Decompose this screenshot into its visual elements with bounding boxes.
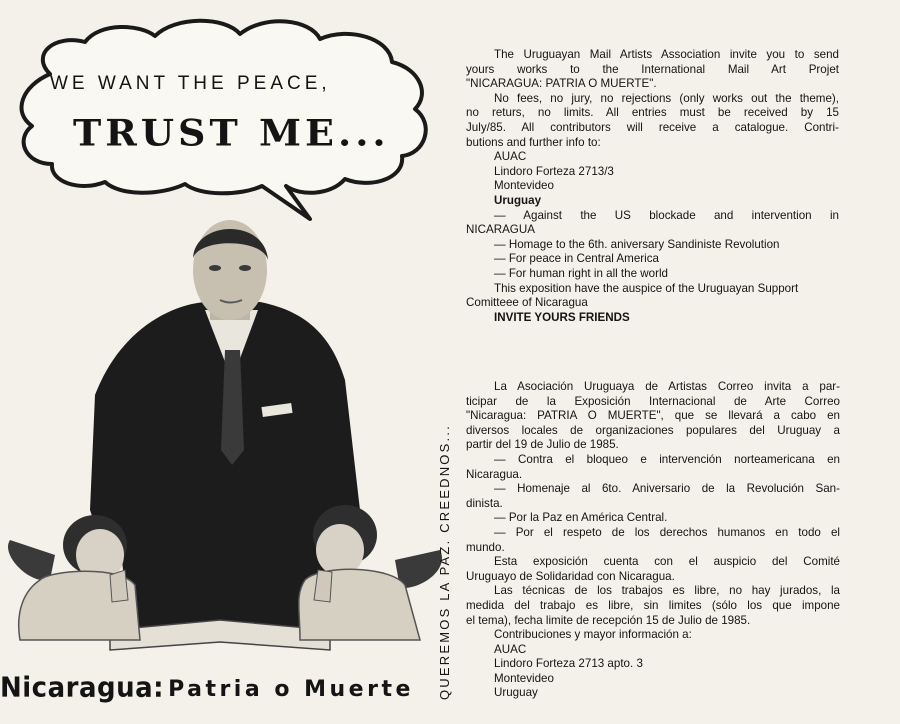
es-line: "Nicaragua: PATRIA O MUERTE", que se llevará a cabo en <box>466 409 840 423</box>
es-line: partir del 19 de Julio de 1985. <box>466 438 619 452</box>
banner-nicaragua: Nicaragua: <box>0 672 165 704</box>
en-line: Comitteee of Nicaragua <box>466 296 588 310</box>
man-tie <box>221 350 244 465</box>
en-address: Montevideo <box>494 179 554 193</box>
es-address: Montevideo <box>494 671 554 685</box>
banner-patria: Patria o Muerte <box>168 677 414 702</box>
es-address: AUAC <box>494 642 527 656</box>
en-line: NICARAGUA <box>466 223 535 237</box>
es-line: Esta exposición cuenta con el auspicio del Comité <box>494 555 840 569</box>
es-address: Lindoro Forteza 2713 apto. 3 <box>494 657 643 671</box>
es-line: diversos locales de organizaciones populares del Uruguay a <box>466 423 840 437</box>
bubble-text-trust: TRUST ME... <box>73 111 390 154</box>
es-line: — Por el respeto de los derechos humanos en todo el <box>494 525 840 539</box>
es-line: mundo. <box>466 540 505 554</box>
en-line: The Uruguayan Mail Artists Association invite you to send <box>494 48 839 61</box>
es-line: Uruguayo de Solidaridad con Nicaragua. <box>466 569 675 583</box>
en-line: yours works to the International Mail Art Projet <box>466 62 839 76</box>
es-address: Uruguay <box>494 686 538 700</box>
left-cherub <box>8 515 140 640</box>
es-line: — Por la Paz en América Central. <box>494 511 668 525</box>
es-line: medida del trabajo es libre, sin limites (sólo los que impone <box>466 598 840 612</box>
vertical-slogan: QUEREMOS LA PAZ. CREEDNOS... <box>437 424 452 700</box>
bubble-text-peace: WE WANT THE PEACE, <box>50 73 331 94</box>
es-line: Nicaragua. <box>466 467 523 481</box>
en-line: no returs, no limits. All entries must be received by 15 <box>466 106 839 120</box>
right-cherub <box>299 505 442 640</box>
en-line: This exposition have the auspice of the Uruguayan Support <box>494 281 799 295</box>
spanish-text <box>466 380 840 701</box>
en-address: Lindoro Forteza 2713/3 <box>494 164 614 178</box>
en-line: — For peace in Central America <box>494 252 659 266</box>
en-line: butions and further info to: <box>466 135 601 149</box>
en-line: No fees, no jury, no rejections (only works out the theme), <box>494 91 839 105</box>
en-line: "NICARAGUA: PATRIA O MUERTE". <box>466 77 657 91</box>
es-line: Contribuciones y mayor información a: <box>494 628 692 642</box>
es-line: dinista. <box>466 496 503 510</box>
en-invite: INVITE YOURS FRIENDS <box>494 310 630 324</box>
es-line: La Asociación Uruguaya de Artistas Correo invita a par- <box>494 380 840 393</box>
photo-collage <box>0 210 450 665</box>
es-line: Las técnicas de los trabajos es libre, no hay jurados, la <box>494 584 840 598</box>
es-line: el tema), fecha limite de recepción 15 de Julio de 1985. <box>466 613 751 627</box>
es-line: — Homenaje al 6to. Aniversario de la Revolución San- <box>494 482 840 496</box>
en-address: Uruguay <box>494 193 542 207</box>
title-banner <box>0 673 450 717</box>
en-address: AUAC <box>494 150 527 164</box>
en-line: July/85. All contributors will receive a catalogue. Contri- <box>466 120 839 134</box>
english-text <box>466 48 839 325</box>
es-line: ticipar de la Exposición Internacional de Arte Correo <box>466 394 840 408</box>
en-line: — Against the US blockade and intervention in <box>494 208 839 222</box>
en-line: — For human right in all the world <box>494 266 668 280</box>
en-line: — Homage to the 6th. aniversary Sandiniste Revolution <box>494 237 780 251</box>
es-line: — Contra el bloqueo e intervención norteamericana en <box>494 452 840 466</box>
